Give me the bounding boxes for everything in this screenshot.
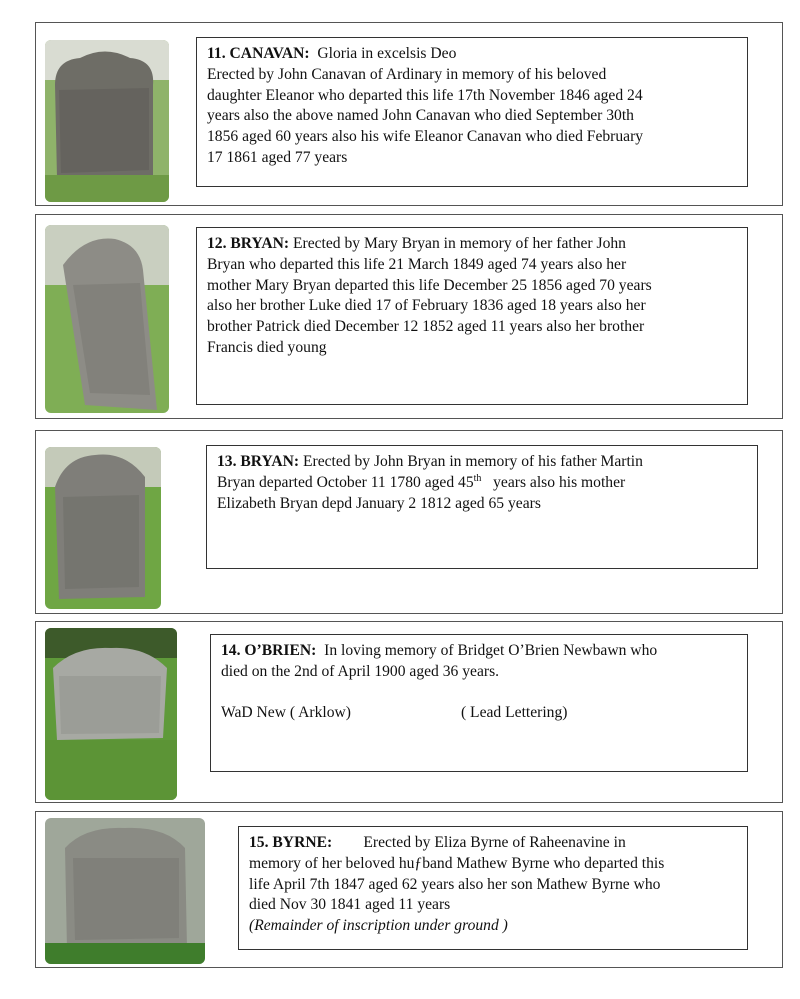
inscription-line: years also the above named John Canavan who died September 30th bbox=[207, 107, 634, 125]
inscription-line: 17 1861 aged 77 years bbox=[207, 148, 348, 166]
inscription-line: Erected by John Canavan of Ardinary in memory of his beloved bbox=[207, 65, 607, 83]
inscription-line: memory of her beloved huƒband Mathew Byrne who departed this bbox=[249, 854, 665, 872]
inscription-box bbox=[210, 634, 748, 772]
inscription-note: (Remainder of inscription under ground ) bbox=[249, 917, 508, 935]
inscription-line: Francis died young bbox=[207, 338, 327, 356]
entry-card-14 bbox=[35, 621, 783, 803]
inscription-box bbox=[196, 227, 748, 405]
inscription-line: mother Mary Bryan departed this life December 25 1856 aged 70 years bbox=[207, 276, 652, 294]
entry-card-15 bbox=[35, 811, 783, 968]
mason-credit: WaD New ( Arklow) bbox=[221, 703, 351, 721]
inscription-box bbox=[238, 826, 748, 950]
inscription-line: Erected by John Bryan in memory of his father Martin bbox=[302, 453, 643, 470]
lettering-note: ( Lead Lettering) bbox=[460, 703, 568, 721]
inscription-line: Gloria in excelsis Deo bbox=[317, 45, 457, 62]
entry-heading: 15. BYRNE: bbox=[249, 834, 333, 851]
entry-heading: 13. BRYAN: bbox=[217, 453, 300, 470]
headstone-photo bbox=[45, 447, 161, 609]
inscription-line: years also his mother bbox=[493, 473, 626, 491]
headstone-photo bbox=[45, 40, 169, 202]
inscription-line: brother Patrick died December 12 1852 aged 11 years also her brother bbox=[207, 318, 645, 336]
inscription-line: life April 7th 1847 aged 62 years also her son Mathew Byrne who bbox=[249, 875, 661, 893]
inscription-line: daughter Eleanor who departed this life 17th November 1846 aged 24 bbox=[207, 86, 643, 104]
inscription-line: In loving memory of Bridget O’Brien Newbawn who bbox=[324, 642, 658, 659]
inscription-line: Bryan who departed this life 21 March 1849 aged 74 years also her bbox=[207, 255, 627, 273]
entry-card-13 bbox=[35, 430, 783, 614]
inscription-line: also her brother Luke died 17 of February 1836 aged 18 years also her bbox=[207, 297, 646, 315]
inscription-box bbox=[206, 445, 758, 569]
entry-heading: 11. CANAVAN: bbox=[207, 45, 310, 62]
headstone-photo bbox=[45, 225, 169, 413]
headstone-photo bbox=[45, 818, 205, 964]
inscription-line: Erected by Eliza Byrne of Raheenavine in bbox=[363, 834, 626, 851]
inscription-box bbox=[196, 37, 748, 187]
entry-heading: 12. BRYAN: bbox=[207, 235, 290, 252]
ordinal-superscript: th bbox=[473, 472, 482, 484]
entry-card-12 bbox=[35, 214, 783, 419]
inscription-line: 1856 aged 60 years also his wife Eleanor Canavan who died February bbox=[207, 128, 644, 146]
inscription-line: died on the 2nd of April 1900 aged 36 years. bbox=[221, 662, 500, 680]
inscription-line: died Nov 30 1841 aged 11 years bbox=[249, 896, 451, 914]
entry-heading: 14. O’BRIEN: bbox=[221, 642, 317, 659]
inscription-line: Bryan departed October 11 1780 aged 45 bbox=[217, 473, 474, 491]
headstone-photo bbox=[45, 628, 177, 800]
inscription-line: Erected by Mary Bryan in memory of her father John bbox=[292, 235, 626, 252]
entry-card-11 bbox=[35, 22, 783, 206]
inscription-line: Elizabeth Bryan depd January 2 1812 aged 65 years bbox=[217, 494, 541, 512]
